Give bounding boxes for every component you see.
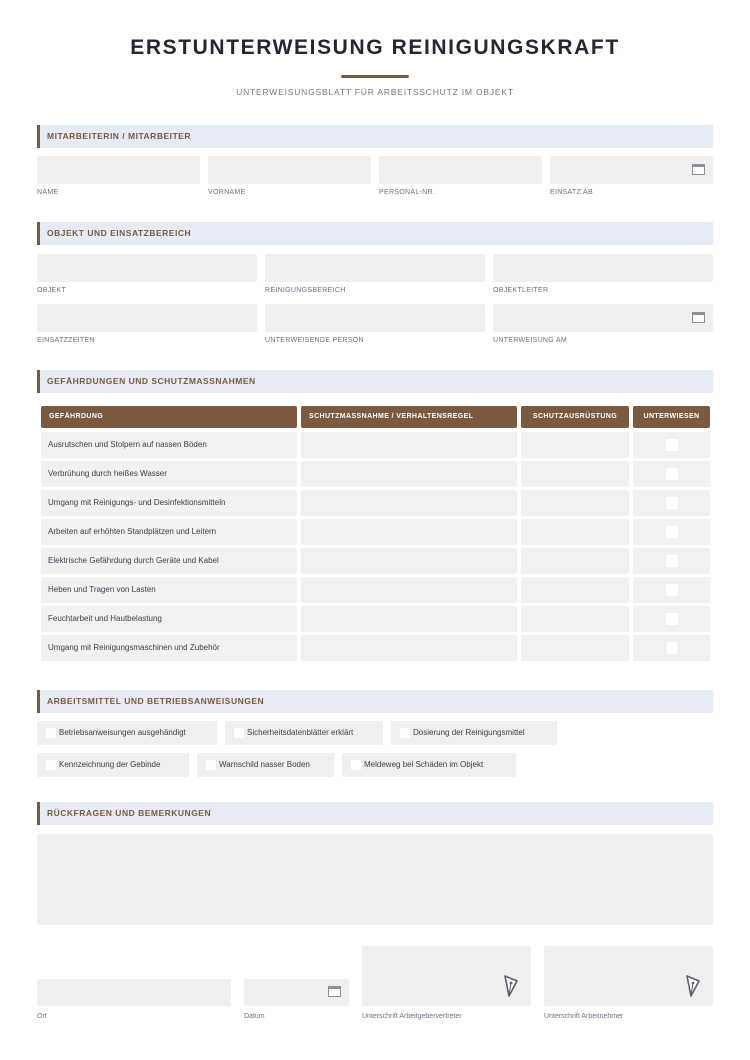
page-subtitle: UNTERWEISUNGSBLATT FÜR ARBEITSSCHUTZ IM OBJEKT: [236, 87, 514, 97]
option-checkbox[interactable]: [351, 760, 361, 770]
einsatzzeiten-label: EINSATZZEITEN: [37, 337, 95, 344]
section-header-remarks: [37, 802, 713, 825]
table-row: [41, 490, 710, 516]
instructed-cell: [633, 519, 710, 545]
instructed-checkbox[interactable]: [666, 526, 678, 538]
measure-input[interactable]: [301, 635, 517, 661]
section-header-hazards: [37, 370, 713, 393]
hazard-cell: Umgang mit Reinigungs- und Desinfektionsmitteln: [41, 490, 297, 516]
equipment-input[interactable]: [521, 432, 629, 458]
pen-nib-icon: [685, 974, 701, 998]
ort-field[interactable]: [37, 979, 231, 1006]
calendar-icon[interactable]: [328, 986, 341, 997]
measure-input[interactable]: [301, 577, 517, 603]
personal-nr-label: PERSONAL-NR.: [379, 189, 436, 196]
equipment-input[interactable]: [521, 461, 629, 487]
unterweisende-person-field[interactable]: [265, 304, 485, 332]
hazard-cell: Ausrutschen und Stolpern auf nassen Böden: [41, 432, 297, 458]
instructed-checkbox[interactable]: [666, 497, 678, 509]
table-row: [41, 461, 710, 487]
section-header-tools: [37, 690, 713, 713]
equipment-input[interactable]: [521, 548, 629, 574]
table-row: [41, 577, 710, 603]
section-title: RÜCKFRAGEN UND BEMERKUNGEN: [47, 808, 212, 818]
einsatz-ab-field[interactable]: [550, 156, 713, 184]
unterweisende-person-label: UNTERWEISENDE PERSON: [265, 337, 364, 344]
page-title: ERSTUNTERWEISUNG REINIGUNGSKRAFT: [130, 36, 620, 59]
hazard-cell: Heben und Tragen von Lasten: [41, 577, 297, 603]
equipment-input[interactable]: [521, 635, 629, 661]
section-title: ARBEITSMITTEL UND BETRIEBSANWEISUNGEN: [47, 696, 265, 706]
hazard-cell: Umgang mit Reinigungsmaschinen und Zubehör: [41, 635, 297, 661]
instructed-checkbox[interactable]: [666, 613, 678, 625]
einsatz-ab-label: EINSATZ AB: [550, 189, 593, 196]
objektleiter-label: OBJEKTLEITER: [493, 287, 549, 294]
table-row: [41, 606, 710, 632]
objekt-field[interactable]: [37, 254, 257, 282]
instructed-checkbox[interactable]: [666, 642, 678, 654]
equipment-input[interactable]: [521, 606, 629, 632]
vorname-field[interactable]: [208, 156, 371, 184]
employer-signature-field[interactable]: [362, 946, 531, 1006]
instructed-cell: [633, 606, 710, 632]
column-header-hazard: GEFÄHRDUNG: [41, 406, 297, 428]
hazard-cell: Elektrische Gefährdung durch Geräte und Kabel: [41, 548, 297, 574]
column-header-equipment: SCHUTZAUSRÜSTUNG: [521, 406, 629, 428]
instructed-cell: [633, 548, 710, 574]
name-field[interactable]: [37, 156, 200, 184]
column-header-instructed: UNTERWIESEN: [633, 406, 710, 428]
instructed-checkbox[interactable]: [666, 468, 678, 480]
measure-input[interactable]: [301, 519, 517, 545]
objektleiter-field[interactable]: [493, 254, 713, 282]
option-warnschild[interactable]: Warnschild nasser Boden: [197, 753, 334, 777]
option-sicherheitsdatenblaetter[interactable]: Sicherheitsdatenblätter erklärt: [225, 721, 383, 745]
equipment-input[interactable]: [521, 577, 629, 603]
option-dosierung[interactable]: Dosierung der Reinigungsmittel: [391, 721, 557, 745]
table-row: [41, 548, 710, 574]
option-kennzeichnung[interactable]: Kennzeichnung der Gebinde: [37, 753, 189, 777]
instructed-cell: [633, 490, 710, 516]
section-title: OBJEKT UND EINSATZBEREICH: [47, 228, 192, 238]
hazard-cell: Arbeiten auf erhöhten Standplätzen und Leitern: [41, 519, 297, 545]
pen-nib-icon: [503, 974, 519, 998]
table-row: [41, 519, 710, 545]
ort-label: Ort: [37, 1013, 47, 1020]
instructed-cell: [633, 635, 710, 661]
option-checkbox[interactable]: [234, 728, 244, 738]
instructed-cell: [633, 577, 710, 603]
section-header-employee: [37, 125, 713, 148]
option-checkbox[interactable]: [206, 760, 216, 770]
remarks-textarea[interactable]: [37, 834, 713, 925]
unterweisung-am-label: UNTERWEISUNG AM: [493, 337, 567, 344]
datum-label: Datum: [244, 1013, 265, 1020]
reinigungsbereich-label: REINIGUNGSBEREICH: [265, 287, 346, 294]
hazard-cell: Verbrühung durch heißes Wasser: [41, 461, 297, 487]
section-title: GEFÄHRDUNGEN UND SCHUTZMASSNAHMEN: [47, 376, 256, 386]
section-title: MITARBEITERIN / MITARBEITER: [47, 131, 191, 141]
option-checkbox[interactable]: [46, 760, 56, 770]
instructed-checkbox[interactable]: [666, 555, 678, 567]
option-checkbox[interactable]: [46, 728, 56, 738]
instructed-checkbox[interactable]: [666, 439, 678, 451]
measure-input[interactable]: [301, 606, 517, 632]
table-row: [41, 635, 710, 661]
datum-field[interactable]: [244, 979, 349, 1006]
calendar-icon[interactable]: [692, 312, 705, 323]
section-header-object: [37, 222, 713, 245]
employee-signature-label: Unterschrift Arbeitnehmer: [544, 1013, 624, 1020]
unterweisung-am-field[interactable]: [493, 304, 713, 332]
option-betriebsanweisungen[interactable]: Betriebsanweisungen ausgehändigt: [37, 721, 217, 745]
measure-input[interactable]: [301, 548, 517, 574]
option-meldeweg[interactable]: Meldeweg bei Schäden im Objekt: [342, 753, 516, 777]
instructed-cell: [633, 461, 710, 487]
title-underline: [341, 75, 409, 78]
measure-input[interactable]: [301, 461, 517, 487]
name-label: NAME: [37, 189, 59, 196]
measure-input[interactable]: [301, 432, 517, 458]
column-header-measure: SCHUTZMASSNAHME / VERHALTENSREGEL: [301, 406, 517, 428]
instructed-checkbox[interactable]: [666, 584, 678, 596]
einsatzzeiten-field[interactable]: [37, 304, 257, 332]
table-row: [41, 432, 710, 458]
equipment-input[interactable]: [521, 490, 629, 516]
hazard-cell: Feuchtarbeit und Hautbelastung: [41, 606, 297, 632]
calendar-icon[interactable]: [692, 164, 705, 175]
objekt-label: OBJEKT: [37, 287, 67, 294]
employee-signature-field[interactable]: [544, 946, 713, 1006]
equipment-input[interactable]: [521, 519, 629, 545]
vorname-label: VORNAME: [208, 189, 246, 196]
instructed-cell: [633, 432, 710, 458]
personal-nr-field[interactable]: [379, 156, 542, 184]
reinigungsbereich-field[interactable]: [265, 254, 485, 282]
employer-signature-label: Unterschrift Arbeitgebervertreter: [362, 1013, 462, 1020]
measure-input[interactable]: [301, 490, 517, 516]
option-checkbox[interactable]: [400, 728, 410, 738]
